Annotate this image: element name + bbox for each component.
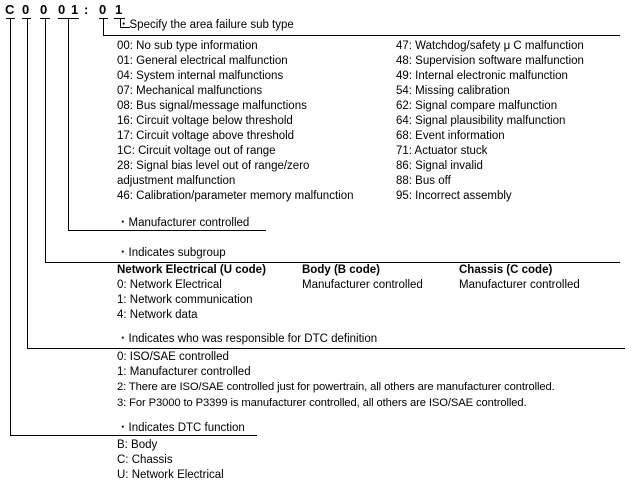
list-item: Manufacturer controlled [302,279,423,291]
list-item: 07: Mechanical malfunctions [117,85,263,97]
manufacturer-heading: ・Manufacturer controlled [117,217,250,229]
subgroup-col3-title: Chassis (C code) [459,264,553,276]
list-item: 17: Circuit voltage above threshold [117,130,295,142]
code-char-area-1: 0 [58,2,66,17]
list-item: 1C: Circuit voltage out of range [117,145,276,157]
list-item: 1: Network communication [117,294,253,306]
list-item: 46: Calibration/parameter memory malfunction [117,190,354,202]
list-item: 00: No sub type information [117,40,258,52]
code-char-subtype-1: 0 [99,2,107,17]
code-char-area-2: 1 [71,2,79,17]
list-item: 88: Bus off [396,175,451,187]
subgroup-col1-title: Network Electrical (U code) [117,264,266,276]
list-item: 0: ISO/SAE controlled [117,351,229,363]
list-item: 68: Event information [396,130,505,142]
list-item: 04: System internal malfunctions [117,70,284,82]
subgroup-col2-title: Body (B code) [302,264,380,276]
list-item: 47: Watchdog/safety μ C malfunction [396,40,584,52]
list-item: 54: Missing calibration [396,85,510,97]
list-item: 49: Internal electronic malfunction [396,70,568,82]
list-item: 08: Bus signal/message malfunctions [117,100,307,112]
list-item: 64: Signal plausibility malfunction [396,115,566,127]
subtype-left-list [117,39,354,204]
list-item: C: Chassis [117,454,173,466]
code-char-subgroup: 0 [40,2,48,17]
list-item: 1: Manufacturer controlled [117,366,251,378]
list-item: 28: Signal bias level out of range/zero [117,160,310,172]
list-item: Manufacturer controlled [459,279,580,291]
list-item: 95: Incorrect assembly [396,190,512,202]
list-item: 0: Network Electrical [117,279,222,291]
code-char-system: C [5,2,15,17]
code-char-type: 0 [22,2,30,17]
list-item: 48: Supervision software malfunction [396,55,584,67]
list-item: 3: For P3000 to P3399 is manufacturer controlled, all others are ISO/SAE controlled. [117,397,527,409]
list-item: 62: Signal compare malfunction [396,100,558,112]
subtype-heading: ・Specify the area failure sub type [118,19,294,31]
list-item: adjustment malfunction [117,175,236,187]
responsible-heading: ・Indicates who was responsible for DTC definition [117,333,378,345]
subtype-right-list [396,39,584,204]
code-char-subtype-2: 1 [115,2,123,17]
list-item: 16: Circuit voltage below threshold [117,115,293,127]
subgroup-heading: ・Indicates subgroup [117,247,226,259]
list-item: 4: Network data [117,309,198,321]
list-item: 71: Actuator stuck [396,145,488,157]
list-item: U: Network Electrical [117,469,224,481]
list-item: 01: General electrical malfunction [117,55,288,67]
function-heading: ・Indicates DTC function [117,422,245,434]
code-colon: : [84,2,89,17]
list-item: B: Body [117,439,158,451]
list-item: 2: There are ISO/SAE controlled just for powertrain, all others are manufacturer controlled. [117,381,555,393]
list-item: 86: Signal invalid [396,160,483,172]
